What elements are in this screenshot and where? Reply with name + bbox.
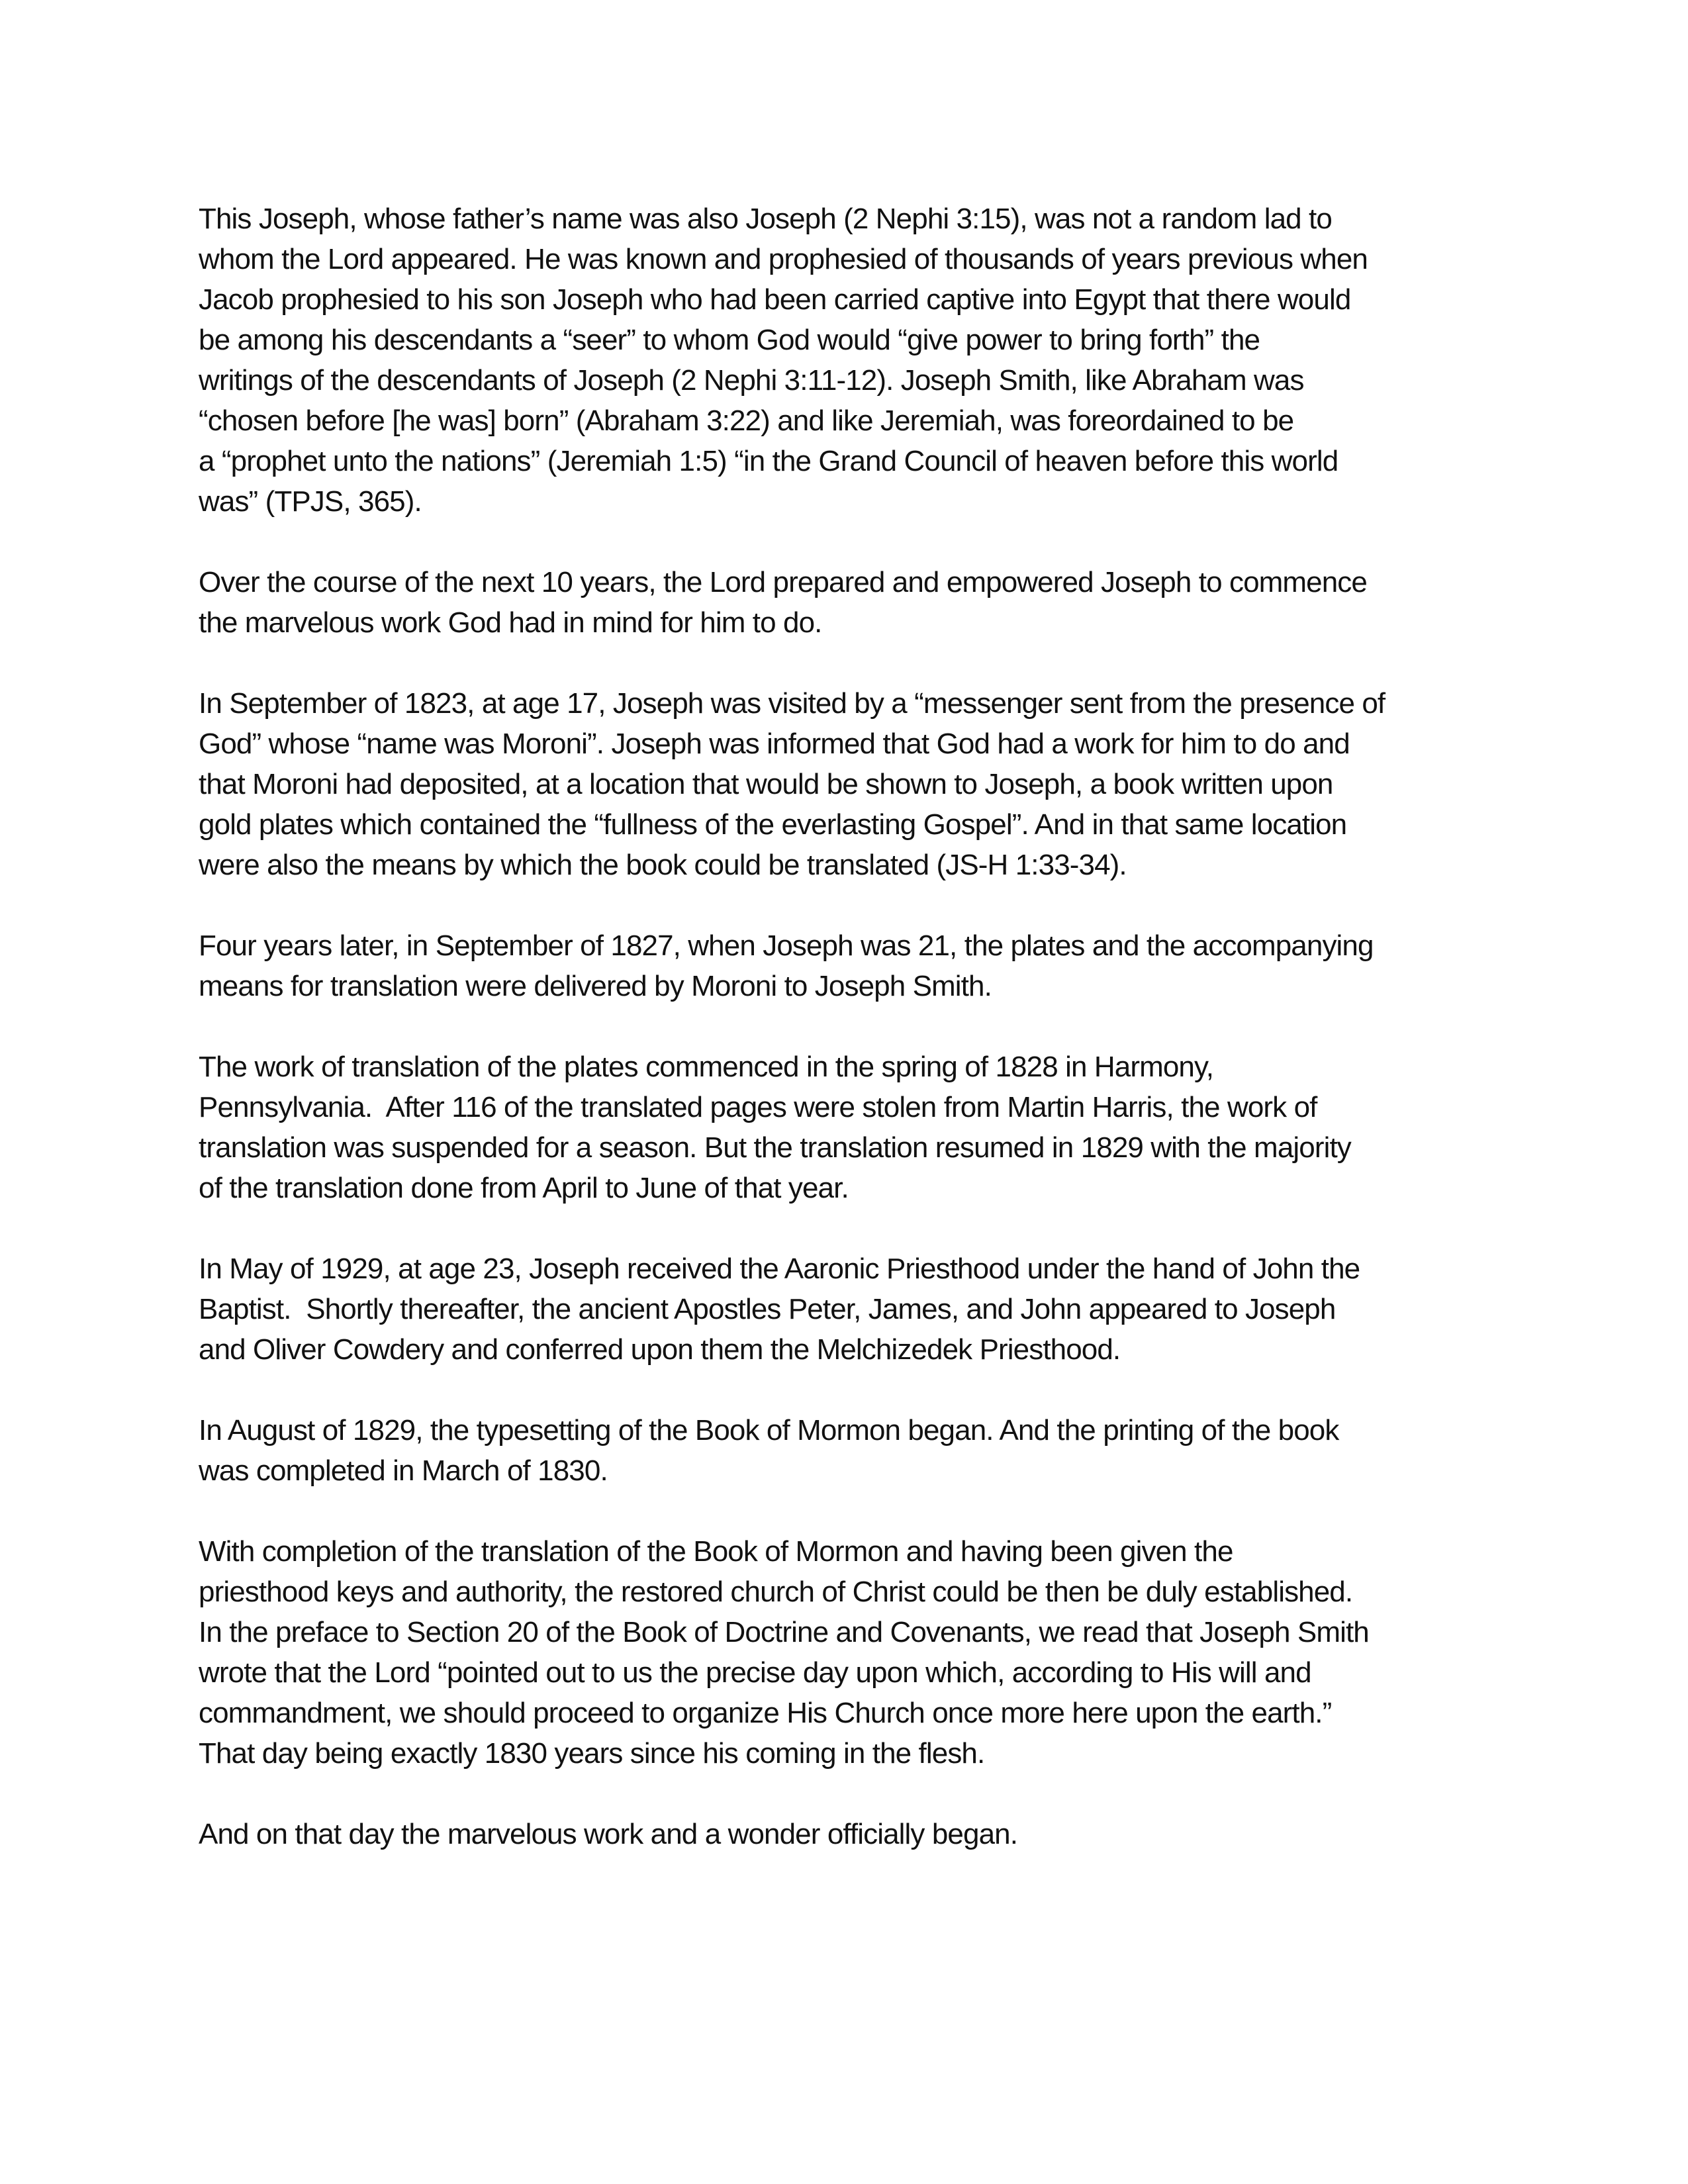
text-line: priesthood keys and authority, the restored church of Christ could be then be duly established. [199,1576,1353,1608]
paragraph-priesthood [199,1249,1496,1370]
text-line: And on that day the marvelous work and a wonder officially began. [199,1818,1018,1850]
paragraph-church-organized [199,1531,1496,1774]
text-line: and Oliver Cowdery and conferred upon them the Melchizedek Priesthood. [199,1333,1121,1366]
text-line: a “prophet unto the nations” (Jeremiah 1:5) “in the Grand Council of heaven before this world [199,445,1338,477]
paragraph-moroni-visit [199,683,1496,885]
text-line: In May of 1929, at age 23, Joseph received the Aaronic Priesthood under the hand of John the [199,1253,1360,1285]
document-body [199,199,1496,1854]
text-line: was” (TPJS, 365). [199,485,422,518]
paragraph-joseph-foreordained [199,199,1496,522]
text-line: This Joseph, whose father’s name was also Joseph (2 Nephi 3:15), was not a random lad to [199,203,1332,235]
text-line: translation was suspended for a season. But the translation resumed in 1829 with the majority [199,1131,1351,1164]
text-line: writings of the descendants of Joseph (2 Nephi 3:11-12). Joseph Smith, like Abraham was [199,364,1304,397]
text-line: “chosen before [he was] born” (Abraham 3:22) and like Jeremiah, was foreordained to be [199,404,1294,437]
text-line: the marvelous work God had in mind for him to do. [199,606,822,639]
text-line: gold plates which contained the “fullness of the everlasting Gospel”. And in that same location [199,808,1347,841]
paragraph-typesetting [199,1410,1496,1491]
text-line: Baptist. Shortly thereafter, the ancient Apostles Peter, James, and John appeared to Joseph [199,1293,1336,1325]
text-line: were also the means by which the book could be translated (JS-H 1:33-34). [199,849,1127,881]
paragraph-conclusion [199,1814,1496,1854]
paragraph-translation-work [199,1047,1496,1208]
text-line: commandment, we should proceed to organize His Church once more here upon the earth.” [199,1697,1332,1729]
text-line: Jacob prophesied to his son Joseph who had been carried captive into Egypt that there would [199,283,1351,316]
text-line: means for translation were delivered by Moroni to Joseph Smith. [199,970,992,1002]
text-line: With completion of the translation of the Book of Mormon and having been given the [199,1535,1233,1568]
text-line: In September of 1823, at age 17, Joseph was visited by a “messenger sent from the presence of [199,687,1385,720]
text-line: In August of 1829, the typesetting of the Book of Mormon began. And the printing of the book [199,1414,1339,1447]
text-line: wrote that the Lord “pointed out to us the precise day upon which, according to His will and [199,1656,1311,1689]
text-line: The work of translation of the plates commenced in the spring of 1828 in Harmony, [199,1051,1214,1083]
text-line: Four years later, in September of 1827, when Joseph was 21, the plates and the accompanying [199,929,1374,962]
text-line: of the translation done from April to June of that year. [199,1172,849,1204]
text-line: Pennsylvania. After 116 of the translated pages were stolen from Martin Harris, the work of [199,1091,1317,1123]
text-line: that Moroni had deposited, at a location that would be shown to Joseph, a book written upon [199,768,1333,800]
text-line: In the preface to Section 20 of the Book of Doctrine and Covenants, we read that Joseph Smith [199,1616,1369,1648]
text-line: was completed in March of 1830. [199,1454,608,1487]
text-line: God” whose “name was Moroni”. Joseph was informed that God had a work for him to do and [199,728,1350,760]
paragraph-plates-delivered [199,926,1496,1006]
text-line: whom the Lord appeared. He was known and prophesied of thousands of years previous when [199,243,1368,275]
text-line: Over the course of the next 10 years, the Lord prepared and empowered Joseph to commence [199,566,1367,598]
paragraph-next-ten-years [199,562,1496,643]
text-line: That day being exactly 1830 years since his coming in the flesh. [199,1737,985,1770]
text-line: be among his descendants a “seer” to whom God would “give power to bring forth” the [199,324,1260,356]
